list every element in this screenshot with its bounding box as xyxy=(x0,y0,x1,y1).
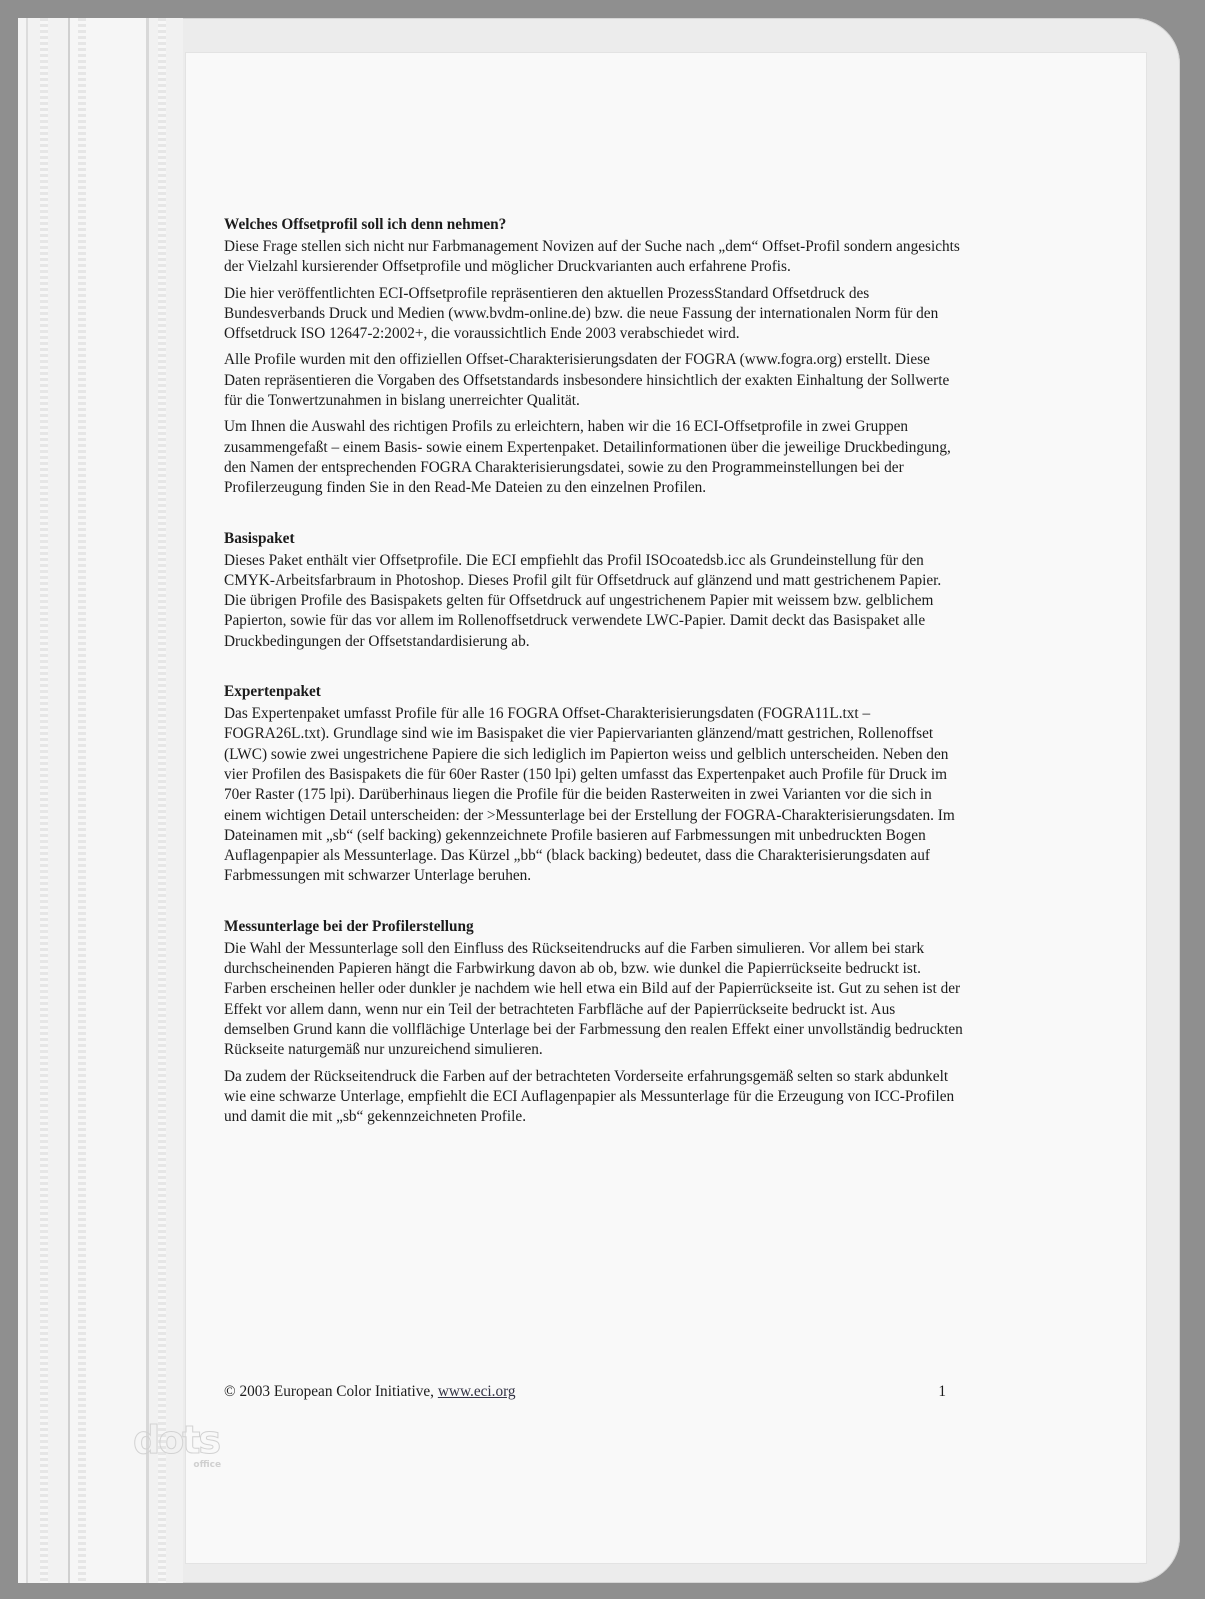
paragraph: Die Wahl der Messunterlage soll den Einfluss des Rückseitendrucks auf die Farben simulieren. Vor allem bei stark durchscheinenden Papieren hängt die Farbwirkung davon ab ob, bzw. wie dunkel die Papierrückseite bedruckt ist. Farben erscheinen heller oder dunkler je nachdem wie hell etwa ein Bild auf der Papierrückseite ist. Gut zu sehen ist der Effekt vor allem dann, wenn nur ein Teil der betrachteten Farbfläche auf der Papierrückseite bedruckt ist. Aus demselben Grund kann die vollflächige Unterlage bei der Farbmessung den realen Effekt einer unvollständig bedruckten Rückseite naturgemäß nur unzureichend simulieren. xyxy=(224,939,963,1059)
paragraph: Die hier veröffentlichten ECI-Offsetprofile repräsentieren den aktuellen ProzessStandard Offsetdruck des Bundesverbands Druck und Medien (www.bvdm-online.de) bzw. die neue Fassung der internationalen Norm für den Offsetdruck ISO 12647-2:2002+, die voraussichtlich Ende 2003 verabschiedet wird. xyxy=(224,284,939,343)
spine-groove xyxy=(40,18,48,1583)
spine-groove xyxy=(158,18,166,1583)
section-heading: Welches Offsetprofil soll ich denn nehmen? xyxy=(224,216,507,233)
section-messunterlage xyxy=(224,917,964,1128)
dots-office-logo xyxy=(133,1418,222,1470)
folder-spine xyxy=(18,18,183,1583)
paragraph: Alle Profile wurden mit den offiziellen Offset-Charakterisierungsdaten der FOGRA (www.fogra.org) erstellt. Diese Daten repräsentieren die Vorgaben des Offsetstandards insbesondere hinsichtlich der exakten Einhaltung der Sollwerte für die Tonwertzunahmen in bislang unerreichter Qualität. xyxy=(224,351,950,410)
section-heading: Messunterlage bei der Profilerstellung xyxy=(224,917,474,935)
section-expertenpaket xyxy=(224,682,964,887)
section-heading: Expertenpaket xyxy=(224,683,321,701)
paragraph: Da zudem der Rückseitendruck die Farben auf der betrachteten Vorderseite erfahrungsgemäß selten so stark abdunkelt wie eine schwarze Unterlage, empfiehlt die ECI Auflagenpapier als Messunterlage für die Erzeugung von ICC-Profilen und damit die mit „sb“ gekennzeichneten Profile. xyxy=(224,1067,955,1126)
spine-groove xyxy=(78,18,86,1583)
logo-text: dots xyxy=(133,1418,220,1462)
logo-subtext: office xyxy=(193,1460,222,1470)
page-number: 1 xyxy=(938,1383,946,1400)
plastic-folder xyxy=(18,18,1180,1583)
section-basispaket xyxy=(224,529,964,652)
paragraph: Dieses Paket enthält vier Offsetprofile. Die ECI empfiehlt das Profil ISOcoatedsb.icc als Grundeinstellung für den CMYK-Arbeitsfarbraum in Photoshop. Dieses Profil gilt für Offsetdruck auf glänzend und matt gestrichenem Papier. Die übrigen Profile des Basispakets gelten für Offsetdruck auf ungestrichenem Papier mit weissem bzw. gelblichem Papierton, sowie für das vor allem im Rollenoffsetdruck verwendete LWC-Papier. Damit deckt das Basispaket alle Druckbedingungen der Offsetstandardisierung ab. xyxy=(224,551,942,650)
section-offsetprofil xyxy=(224,215,964,499)
section-heading: Basispaket xyxy=(224,529,295,547)
eci-link[interactable]: www.eci.org xyxy=(437,1383,516,1400)
footer-copyright xyxy=(224,1383,516,1401)
paragraph: Diese Frage stellen sich nicht nur Farbmanagement Novizen auf der Suche nach „dem“ Offset-Profil sondern angesichts der Vielzahl kursierender Offsetprofile und möglicher Druckvarianten auch erfahrene Profis. xyxy=(224,238,960,276)
paragraph: Um Ihnen die Auswahl des richtigen Profils zu erleichtern, haben wir die 16 ECI-Offsetprofile in zwei Gruppen zusammengefaßt – einem Basis- sowie einem Expertenpaket. Detailinformationen über die jeweilige Druckbedingung, den Namen der entsprechenden FOGRA Charakterisierungsdatei, sowie zu den Programmeinstellungen bei der Profilerzeugung finden Sie in den Read-Me Dateien zu den einzelnen Profilen. xyxy=(224,418,951,497)
copyright-text: © 2003 European Color Initiative, xyxy=(224,1383,438,1400)
page-footer xyxy=(224,1383,946,1401)
document-page xyxy=(186,53,1146,1563)
paragraph: Das Expertenpaket umfasst Profile für alle 16 FOGRA Offset-Charakterisierungsdaten (FOGRA11L.txt – FOGRA26L.txt). Grundlage sind wie im Basispaket die vier Papiervarianten glänzend/matt gestrichen, Rollenoffset (LWC) sowie zwei ungestrichene Papiere die sich lediglich im Papierton weiss und gelblich unterscheiden. Neben den vier Profilen des Basispakets die für 60er Raster (150 lpi) gelten umfasst das Expertenpaket auch Profile für Druck im 70er Raster (175 lpi). Darüberhinaus liegen die Profile für die beiden Rasterweiten in zwei Varianten vor die sich in einem wichtigen Detail unterscheiden: der >Messunterlage bei der Erstellung der FOGRA-Charakterisierungsdaten. Im Dateinamen mit „sb“ (self backing) gekennzeichnete Profile basieren auf Farbmessungen mit unbedruckten Bogen Auflagenpapier als Messunterlage. Das Kürzel „bb“ (black backing) bedeutet, dass die Charakterisierungsdaten auf Farbmessungen mit schwarzer Unterlage beruhen. xyxy=(224,705,955,885)
document-body xyxy=(224,215,964,1157)
